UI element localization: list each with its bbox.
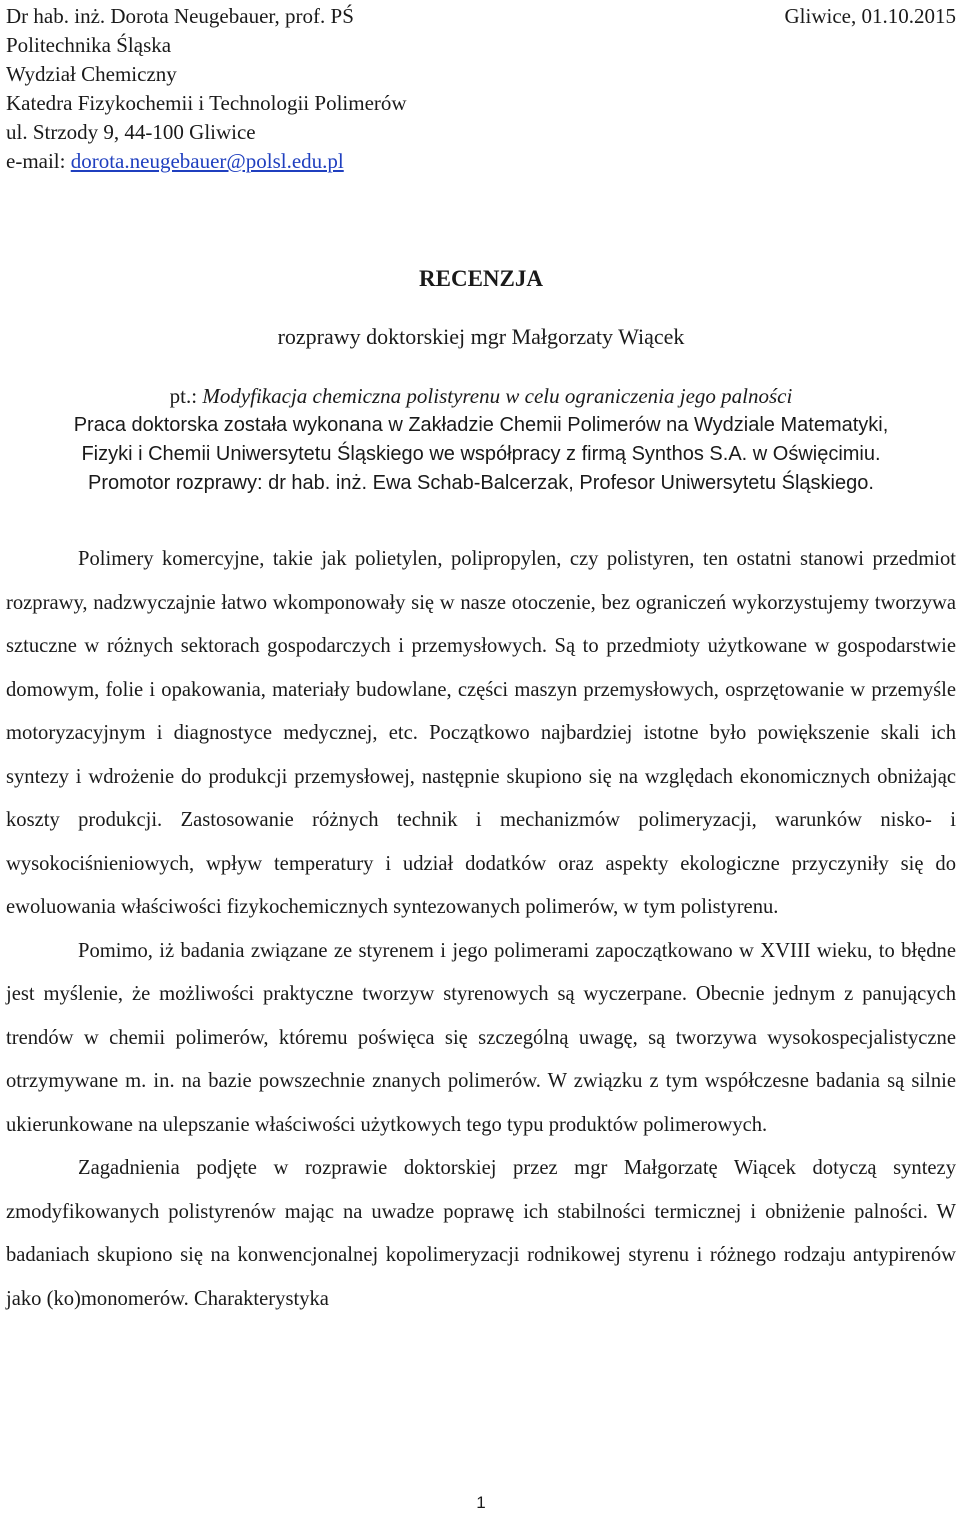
document-page	[6, 0, 956, 1517]
review-body	[6, 538, 956, 1321]
page-number: 1	[476, 1493, 486, 1512]
email-line	[6, 147, 956, 176]
paragraph-3: Zagadnienia podjęte w rozprawie doktorskiej przez mgr Małgorzatę Wiącek dotyczą syntezy zmodyfikowanych polistyrenów mając na uwadze poprawę ich stabilności termicznej i obniżenie palności. W badaniach skupiono się na konwencjonalnej kopolimeryzacji rodnikowej styrenu i różnego rodzaju antypirenów jako (ko)monomerów. Charakterystyka	[6, 1157, 956, 1310]
email-link[interactable]: dorota.neugebauer@polsl.edu.pl	[70, 149, 344, 173]
postal-address: ul. Strzody 9, 44-100 Gliwice	[6, 120, 256, 144]
faculty-name: Wydział Chemiczny	[6, 62, 177, 86]
letter-header	[6, 0, 956, 176]
thesis-topic: Modyfikacja chemiczna polistyrenu w celu ograniczenia jego palności	[202, 384, 793, 408]
thesis-info	[6, 382, 956, 498]
thesis-location-line-2: Fizyki i Chemii Uniwersytetu Śląskiego we współpracy z firmą Synthos S.A. w Oświęcimiu.	[81, 443, 881, 465]
department-name: Katedra Fizykochemii i Technologii Polimerów	[6, 91, 407, 115]
paragraph-2: Pomimo, iż badania związane ze styrenem i jego polimerami zapoczątkowano w XVIII wieku, to błędne jest myślenie, że możliwości praktyczne tworzyw styrenowych są wyczerpane. Obecnie jednym z panujących trendów w chemii polimerów, któremu poświęca się szczególną uwagę, są tworzywa wysokospecjalistyczne otrzymywane m. in. na bazie powszechnie znanych polimerów. W związku z tym współczesne badania są silnie ukierunkowane na ulepszanie właściwości użytkowych tego typu produktów polimerowych.	[6, 939, 956, 1136]
email-label: e-mail:	[6, 149, 71, 173]
thesis-topic-line	[6, 382, 956, 411]
document-subtitle: rozprawy doktorskiej mgr Małgorzaty Wiącek	[277, 324, 685, 349]
thesis-location-line-1: Praca doktorska została wykonana w Zakładzie Chemii Polimerów na Wydziale Matematyki,	[73, 414, 889, 436]
institution-name: Politechnika Śląska	[6, 33, 172, 57]
paragraph-1: Polimery komercyjne, takie jak polietylen, polipropylen, czy polistyren, ten ostatni stanowi przedmiot rozprawy, nadzwyczajnie łatwo wkomponowały się w nasze otoczenie, bez ograniczeń wykorzystujemy tworzywa sztuczne w różnych sektorach gospodarczych i przemysłowych. Są to przedmioty użytkowane w gospodarstwie domowym, folie i opakowania, materiały budowlane, części maszyn przemysłowych, osprzętowanie w przemyśle motoryzacyjnym i diagnostyce medycznej, etc. Początkowo najbardziej istotne było powiększenie skali ich syntezy i wdrożenie do produkcji przemysłowej, następnie skupiono się na względach ekonomicznych obniżając koszty produkcji. Zastosowanie różnych technik i mechanizmów polimeryzacji, warunków nisko- i wysokociśnieniowych, wpływ temperatury i udział dodatków oraz aspekty ekologiczne przyczyniły się do ewoluowania właściwości fizykochemicznych syntezowanych polimerów, w tym polistyrenu.	[6, 548, 956, 918]
author-name: Dr hab. inż. Dorota Neugebauer, prof. PŚ	[6, 4, 354, 28]
letter-date: Gliwice, 01.10.2015	[784, 4, 956, 28]
topic-label: pt.:	[169, 384, 203, 408]
thesis-supervisor-line: Promotor rozprawy: dr hab. inż. Ewa Schab-Balcerzak, Profesor Uniwersytetu Śląskiego.	[88, 472, 874, 494]
document-title: RECENZJA	[419, 266, 543, 291]
